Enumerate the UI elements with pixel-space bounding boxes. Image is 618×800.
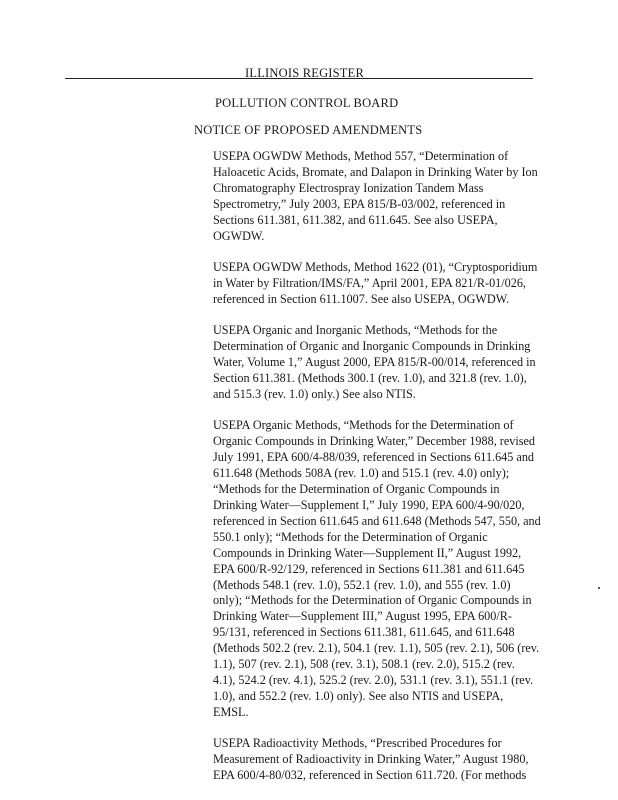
text-line: referenced in Section 611.645 and 611.648 (Methods 547, 550, and [213,513,541,528]
text-line: 95/131, referenced in Sections 611.381, 611.645, and 611.648 [213,625,515,640]
text-line: Organic Compounds in Drinking Water,” December 1988, revised [213,434,535,449]
text-line: EPA 600/4-80/032, referenced in Section 611.720. (For methods [213,768,527,783]
text-line: USEPA OGWDW Methods, Method 557, “Determination of [213,149,509,163]
text-line: USEPA OGWDW Methods, Method 1622 (01), “Cryptosporidium [213,260,538,275]
paragraph-method-1622 [213,260,543,308]
text-line: Determination of Organic and Inorganic Compounds in Drinking [213,339,531,354]
text-line: only); “Methods for the Determination of Organic Compounds in [213,593,532,608]
board-header: POLLUTION CONTROL BOARD [215,96,399,110]
scan-speck [598,587,600,589]
text-line: USEPA Organic Methods, “Methods for the Determination of [213,418,514,433]
text-line: Water, Volume 1,” August 2000, EPA 815/R-00/014, referenced in [213,355,536,370]
text-line: July 1991, EPA 600/4-88/039, referenced in Sections 611.645 and [213,450,535,465]
text-line: in Water by Filtration/IMS/FA,” April 2001, EPA 821/R-01/026, [213,275,526,290]
text-line: Drinking Water—Supplement I,” July 1990, EPA 600/4-90/020, [213,498,525,512]
text-line: 1.0), and 552.2 (rev. 1.0) only). See also NTIS and USEPA, [213,688,504,703]
text-line: 550.1 only); “Methods for the Determination of Organic [213,529,488,544]
text-line: Compounds in Drinking Water—Supplement II,” August 1992, [213,545,522,560]
text-line: Measurement of Radioactivity in Drinking Water,” August 1980, [213,752,529,767]
paragraph-radioactivity [213,736,543,784]
text-line: EMSL. [213,704,249,719]
paragraph-method-557 [213,149,543,244]
paragraph-organic-inorganic [213,323,543,403]
text-line: 611.648 (Methods 508A (rev. 1.0) and 515.1 (rev. 4.0) only); [213,466,510,481]
document-body [213,149,543,800]
notice-header: NOTICE OF PROPOSED AMENDMENTS [194,123,423,137]
text-line: 4.1), 524.2 (rev. 4.1), 525.2 (rev. 2.0), 531.1 (rev. 3.1), 551.1 (rev. [213,672,534,687]
text-line: Spectrometry,” July 2003, EPA 815/B-03/002, referenced in [213,196,506,211]
paragraph-organic-methods [213,418,543,720]
text-line: USEPA Organic and Inorganic Methods, “Methods for the [213,323,498,338]
text-line: “Methods for the Determination of Organic Compounds in [213,482,500,497]
text-line: Section 611.381. (Methods 300.1 (rev. 1.0), and 321.8 (rev. 1.0), [213,371,527,386]
text-line: Drinking Water—Supplement III,” August 1995, EPA 600/R- [213,609,512,624]
text-line: Chromatography Electrospray Ionization Tandem Mass [213,180,484,195]
text-line: EPA 600/R-92/129, referenced in Sections 611.381 and 611.645 [213,561,525,576]
text-line: Haloacetic Acids, Bromate, and Dalapon in Drinking Water by Ion [213,164,538,179]
text-line: OGWDW. [213,228,265,243]
header-rule [65,78,533,79]
text-line: referenced in Section 611.1007. See also USEPA, OGWDW. [213,291,510,306]
text-line: (Methods 502.2 (rev. 2.1), 504.1 (rev. 1.1), 505 (rev. 2.1), 506 (rev. [213,641,540,656]
text-line: Sections 611.381, 611.382, and 611.645. See also USEPA, [213,212,498,227]
register-header: ILLINOIS REGISTER [245,66,365,80]
text-line: USEPA Radioactivity Methods, “Prescribed Procedures for [213,736,502,751]
text-line: and 515.3 (rev. 1.0) only.) See also NTIS. [213,386,416,401]
text-line: 1.1), 507 (rev. 2.1), 508 (rev. 3.1), 508.1 (rev. 2.0), 515.2 (rev. [213,657,515,672]
text-line: (Methods 548.1 (rev. 1.0), 552.1 (rev. 1.0), and 555 (rev. 1.0) [213,577,511,592]
